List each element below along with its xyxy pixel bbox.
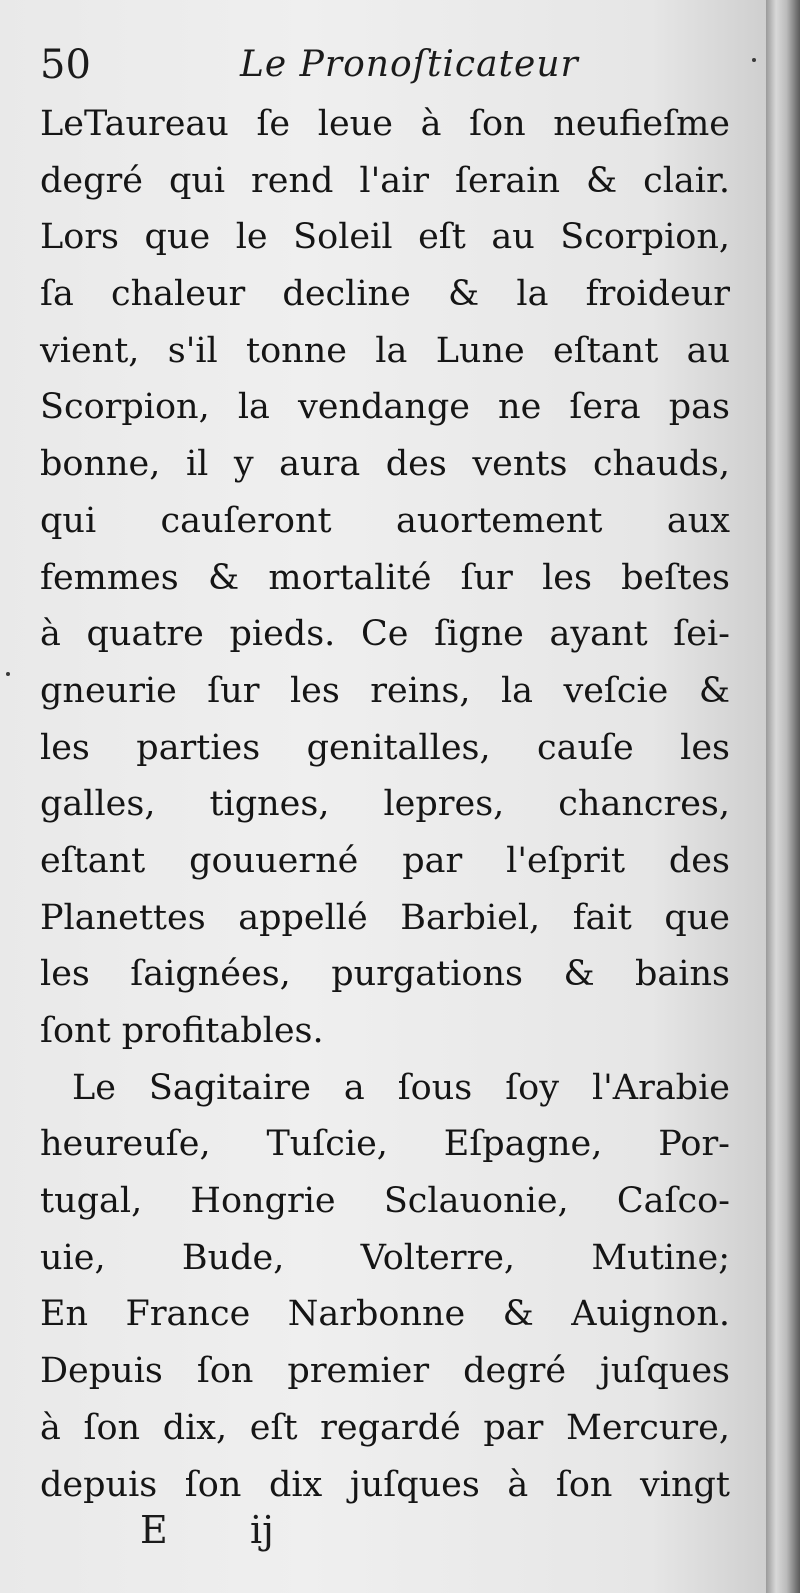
text-line: gneurie ſur les reins, la veſcie & xyxy=(40,670,730,711)
text-line: bonne, il y aura des vents chauds, xyxy=(40,444,730,485)
text-line: heureuſe, Tuſcie, Eſpagne, Por- xyxy=(40,1124,730,1165)
body-text xyxy=(40,96,730,1513)
text-line: femmes & mortalité ſur les beſtes xyxy=(40,557,730,598)
text-line: ſont profitables. xyxy=(40,1011,324,1051)
text-line: uie, Bude, Volterre, Mutine; xyxy=(40,1237,730,1278)
text-line: à quatre pieds. Ce ſigne ayant ſei- xyxy=(40,614,730,655)
running-title: Le Pronoſticateur xyxy=(240,44,579,85)
text-line: eſtant gouuerné par l'eſprit des xyxy=(40,840,730,881)
ink-speck xyxy=(752,58,756,62)
text-line: Scorpion, la vendange ne ſera pas xyxy=(40,387,730,428)
text-line: tugal, Hongrie Sclauonie, Caſco- xyxy=(40,1181,730,1222)
text-line: les ſaignées, purgations & bains xyxy=(40,954,730,995)
text-line: Depuis ſon premier degré juſques xyxy=(40,1351,730,1392)
text-line: les parties genitalles, cauſe les xyxy=(40,727,730,768)
signature-mark-letter: E xyxy=(140,1508,168,1552)
text-line: LeTaureau ſe leue à ſon neufieſme xyxy=(40,104,730,144)
text-line: degré qui rend l'air ſerain & clair. xyxy=(40,160,730,201)
text-line: En France Narbonne & Auignon. xyxy=(40,1294,730,1335)
ink-speck xyxy=(6,672,10,676)
text-line: vient, s'il tonne la Lune eſtant au xyxy=(40,330,730,371)
text-line: qui cauſeront auortement aux xyxy=(40,500,730,541)
text-line: depuis ſon dix juſques à ſon vingt xyxy=(40,1464,730,1505)
page-header xyxy=(40,40,740,90)
text-line: galles, tignes, lepres, chancres, xyxy=(40,784,730,825)
text-line: ſa chaleur decline & la froideur xyxy=(40,274,730,315)
text-line: à ſon dix, eſt regardé par Mercure, xyxy=(40,1407,730,1448)
page-number: 50 xyxy=(40,42,91,88)
page-edge-shadow xyxy=(766,0,800,1593)
signature-mark-number: ij xyxy=(250,1508,274,1552)
page-footer xyxy=(140,1500,440,1560)
text-line: Le Sagitaire a ſous ſoy l'Arabie xyxy=(72,1067,730,1108)
text-line: Planettes appellé Barbiel, fait que xyxy=(40,897,730,938)
text-line: Lors que le Soleil eſt au Scorpion, xyxy=(40,217,730,258)
